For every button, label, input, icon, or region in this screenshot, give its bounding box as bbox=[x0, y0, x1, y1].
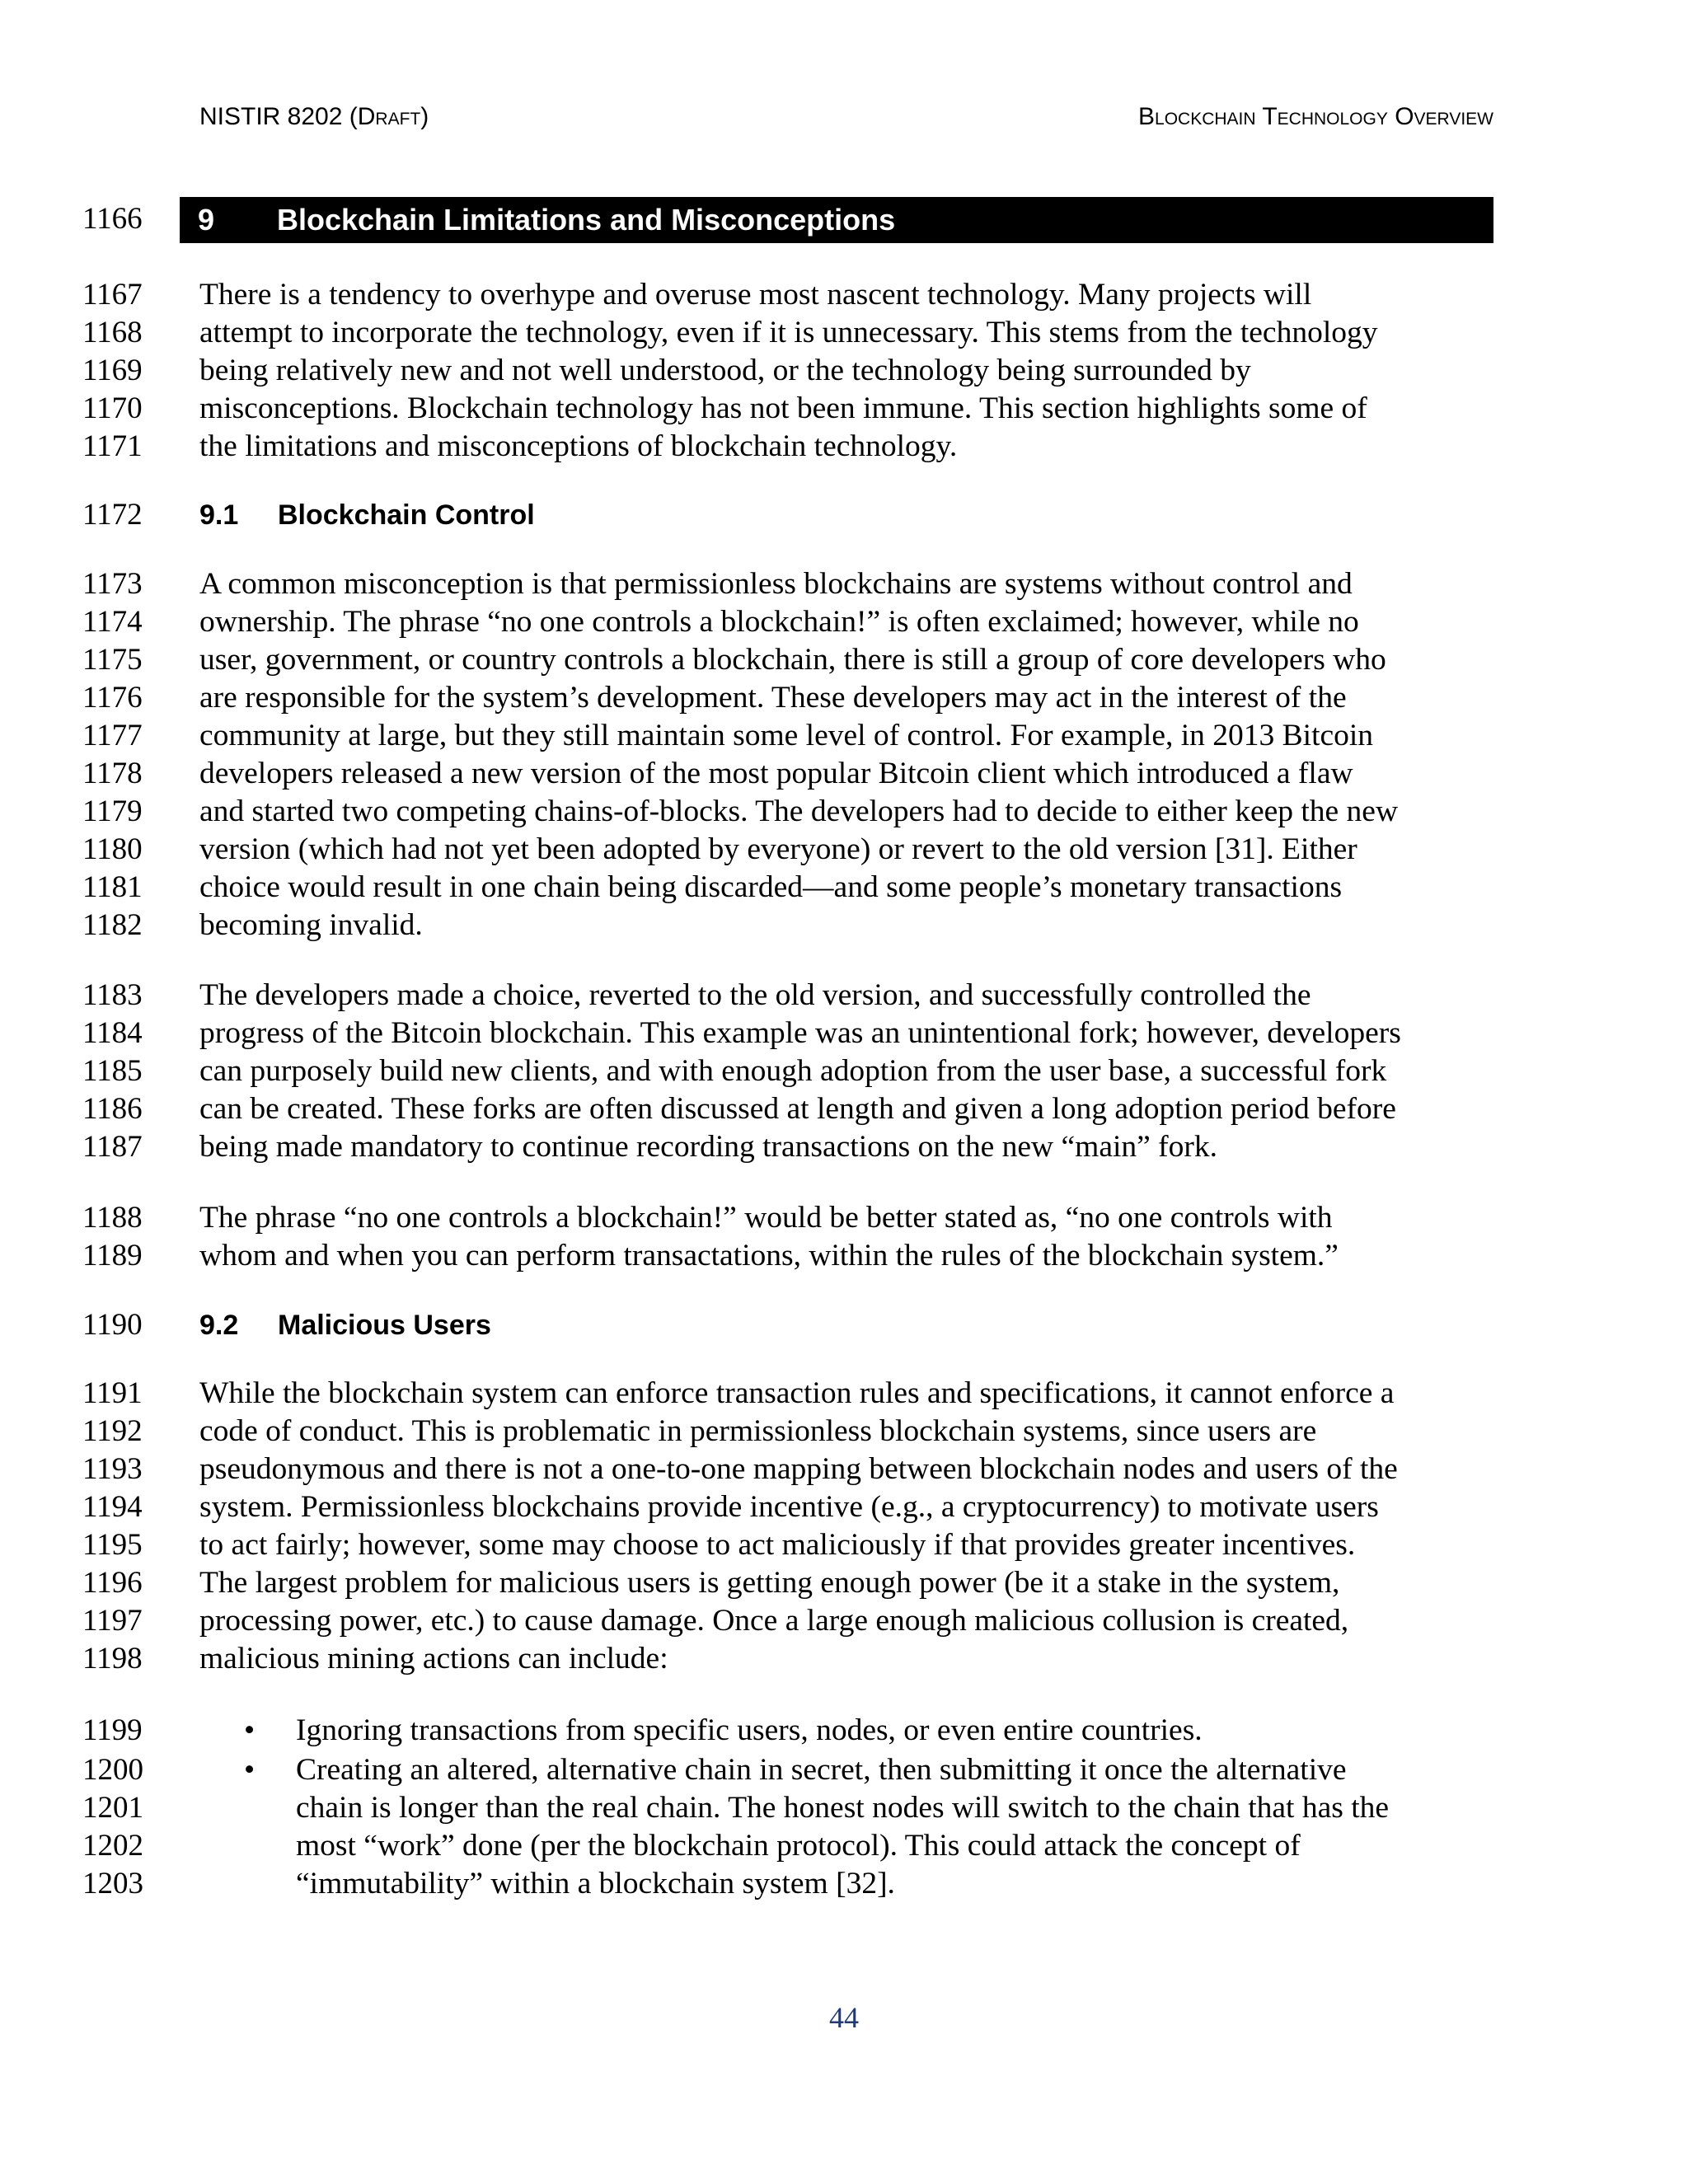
line-number: 1173 bbox=[82, 567, 143, 601]
intro-line: being relatively new and not well understood, or the technology being surrounded by bbox=[199, 354, 1251, 387]
line-number: 1188 bbox=[82, 1201, 143, 1235]
line-number: 1179 bbox=[82, 794, 143, 828]
header-draft-label: Draft bbox=[357, 103, 421, 130]
line-number: 1196 bbox=[82, 1566, 143, 1600]
paragraph-line: The largest problem for malicious users is getting enough power (be it a stake in the system, bbox=[199, 1566, 1340, 1600]
line-number: 1182 bbox=[82, 908, 143, 942]
paragraph-line: can purposely build new clients, and with enough adoption from the user base, a successful fork bbox=[199, 1054, 1387, 1088]
paragraph-line: The phrase “no one controls a blockchain!” would be better stated as, “no one controls with bbox=[199, 1201, 1333, 1235]
line-number: 1178 bbox=[82, 757, 143, 790]
line-number: 1169 bbox=[82, 354, 143, 387]
bullet-item-line: Creating an altered, alternative chain in secret, then submitting it once the alternative bbox=[296, 1753, 1347, 1787]
paragraph-line: to act fairly; however, some may choose to act maliciously if that provides greater incentives. bbox=[199, 1528, 1356, 1562]
bullet-item-line: “immutability” within a blockchain system [32]. bbox=[296, 1867, 895, 1900]
intro-line: misconceptions. Blockchain technology has not been immune. This section highlights some of bbox=[199, 391, 1367, 425]
intro-line: the limitations and misconceptions of blockchain technology. bbox=[199, 429, 958, 463]
paragraph-line: user, government, or country controls a blockchain, there is still a group of core developers who bbox=[199, 643, 1386, 677]
paragraph-line: system. Permissionless blockchains provide incentive (e.g., a cryptocurrency) to motivate users bbox=[199, 1490, 1379, 1524]
line-number: 1199 bbox=[82, 1713, 143, 1747]
paragraph-line: and started two competing chains-of-blocks. The developers had to decide to either keep the new bbox=[199, 794, 1399, 828]
running-header bbox=[199, 101, 1493, 134]
bullet-item-line: most “work” done (per the blockchain protocol). This could attack the concept of bbox=[296, 1829, 1301, 1863]
line-number: 1184 bbox=[82, 1016, 143, 1050]
line-number: 1190 bbox=[82, 1308, 143, 1342]
paragraph-line: While the blockchain system can enforce transaction rules and specifications, it cannot enforce a bbox=[199, 1376, 1395, 1410]
line-number: 1191 bbox=[82, 1376, 143, 1410]
paragraph-line: can be created. These forks are often discussed at length and given a long adoption period before bbox=[199, 1092, 1396, 1126]
paragraph-line: community at large, but they still maintain some level of control. For example, in 2013 Bitcoin bbox=[199, 719, 1374, 752]
header-document-title: Blockchain Technology Overview bbox=[1138, 103, 1493, 130]
line-number: 1167 bbox=[82, 278, 143, 312]
paragraph-line: becoming invalid. bbox=[199, 908, 423, 942]
paragraph-line: progress of the Bitcoin blockchain. This example was an unintentional fork; however, developers bbox=[199, 1016, 1401, 1050]
line-number: 1180 bbox=[82, 832, 143, 866]
bullet-item-line: Ignoring transactions from specific users, nodes, or even entire countries. bbox=[296, 1713, 1203, 1747]
line-number: 1176 bbox=[82, 681, 143, 715]
section-title: Malicious Users bbox=[278, 1310, 491, 1341]
page-number: 44 bbox=[829, 2001, 859, 2034]
line-number: 1194 bbox=[82, 1490, 143, 1524]
line-number: 1186 bbox=[82, 1092, 143, 1126]
line-number: 1202 bbox=[82, 1829, 143, 1863]
paragraph-line: processing power, etc.) to cause damage. Once a large enough malicious collusion is created, bbox=[199, 1604, 1349, 1638]
section-number: 9.2 bbox=[199, 1310, 239, 1341]
line-number: 1192 bbox=[82, 1414, 143, 1448]
line-number: 1201 bbox=[82, 1791, 143, 1825]
line-number: 1193 bbox=[82, 1452, 143, 1486]
section-title: Blockchain Control bbox=[278, 499, 535, 531]
line-number: 1168 bbox=[82, 316, 143, 349]
paragraph-line: whom and when you can perform transactations, within the rules of the blockchain system.” bbox=[199, 1239, 1339, 1272]
paragraph-line: ownership. The phrase “no one controls a blockchain!” is often exclaimed; however, while no bbox=[199, 605, 1359, 639]
paragraph-line: developers released a new version of the most popular Bitcoin client which introduced a flaw bbox=[199, 757, 1353, 790]
paragraph-line: version (which had not yet been adopted by everyone) or revert to the old version [31]. Either bbox=[199, 832, 1357, 866]
line-number: 1170 bbox=[82, 391, 143, 425]
paragraph-line: code of conduct. This is problematic in permissionless blockchain systems, since users are bbox=[199, 1414, 1317, 1448]
header-id-suffix: ) bbox=[420, 103, 429, 130]
line-number: 1185 bbox=[82, 1054, 143, 1088]
bullet-marker: • bbox=[244, 1713, 256, 1747]
line-number: 1198 bbox=[82, 1642, 143, 1675]
line-number: 1175 bbox=[82, 643, 143, 677]
paragraph-line: being made mandatory to continue recording transactions on the new “main” fork. bbox=[199, 1130, 1218, 1164]
line-number: 1171 bbox=[82, 429, 143, 463]
line-number: 1181 bbox=[82, 870, 143, 904]
line-number: 1200 bbox=[82, 1753, 143, 1787]
header-id-prefix: NISTIR 8202 ( bbox=[199, 103, 358, 130]
chapter-number: 9 bbox=[198, 203, 215, 237]
line-number: 1177 bbox=[82, 719, 143, 752]
line-number: 1174 bbox=[82, 605, 143, 639]
chapter-heading bbox=[180, 197, 1493, 243]
line-number: 1187 bbox=[82, 1130, 143, 1164]
paragraph-line: A common misconception is that permissionless blockchains are systems without control and bbox=[199, 567, 1353, 601]
paragraph-line: The developers made a choice, reverted to the old version, and successfully controlled the bbox=[199, 978, 1311, 1012]
line-number: 1166 bbox=[82, 202, 143, 236]
line-number: 1197 bbox=[82, 1604, 143, 1638]
line-number: 1189 bbox=[82, 1239, 143, 1272]
paragraph-line: pseudonymous and there is not a one-to-one mapping between blockchain nodes and users of the bbox=[199, 1452, 1398, 1486]
intro-line: attempt to incorporate the technology, even if it is unnecessary. This stems from the technology bbox=[199, 316, 1378, 349]
bullet-item-line: chain is longer than the real chain. The honest nodes will switch to the chain that has the bbox=[296, 1791, 1390, 1825]
paragraph-line: are responsible for the system’s development. These developers may act in the interest of the bbox=[199, 681, 1347, 715]
header-document-id bbox=[199, 101, 429, 134]
bullet-marker: • bbox=[244, 1753, 256, 1787]
line-number: 1195 bbox=[82, 1528, 143, 1562]
section-number: 9.1 bbox=[199, 499, 239, 531]
paragraph-line: malicious mining actions can include: bbox=[199, 1642, 668, 1675]
line-number: 1172 bbox=[82, 498, 143, 532]
paragraph-line: choice would result in one chain being discarded—and some people’s monetary transactions bbox=[199, 870, 1343, 904]
chapter-title: Blockchain Limitations and Misconceptions bbox=[277, 203, 896, 237]
intro-line: There is a tendency to overhype and overuse most nascent technology. Many projects will bbox=[199, 278, 1312, 312]
line-number: 1183 bbox=[82, 978, 143, 1012]
line-number: 1203 bbox=[82, 1867, 143, 1900]
